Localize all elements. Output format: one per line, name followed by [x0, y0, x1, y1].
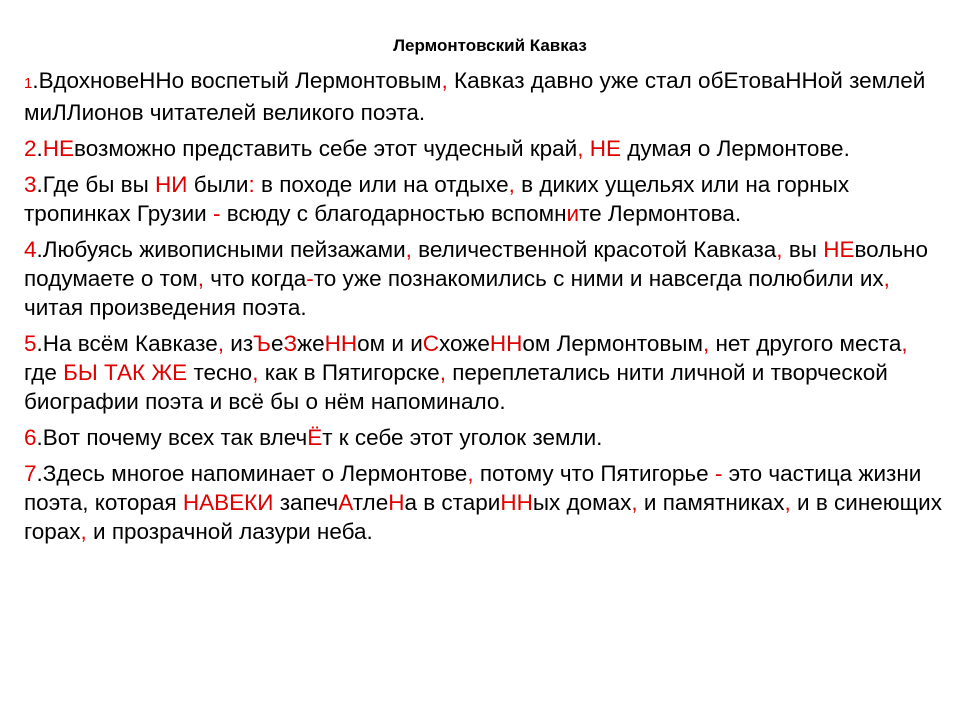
text-segment: из: [224, 331, 254, 356]
text-segment: ом и и: [357, 331, 423, 356]
highlighted-text: Н: [388, 490, 405, 515]
text-segment: возможно представить себе этот чудесный край: [74, 136, 578, 161]
paragraph-6: [24, 423, 946, 452]
highlighted-text: НН: [489, 331, 523, 356]
paragraph-number-dot: .: [36, 237, 43, 262]
text-segment: ых домах: [532, 490, 632, 515]
text-segment: запеч: [273, 490, 339, 515]
highlighted-text: ,: [631, 490, 638, 515]
text-segment: и в синеющих горах: [24, 490, 942, 544]
highlighted-text: З: [283, 331, 298, 356]
highlighted-text: ,: [776, 237, 783, 262]
highlighted-text: ,: [467, 461, 474, 486]
slide-content: [24, 66, 946, 553]
text-segment: Любуясь живописными пейзажами: [42, 237, 406, 262]
text-segment: читая произведения поэта.: [24, 295, 307, 320]
paragraph-number-dot: .: [36, 331, 43, 356]
text-segment: как в Пятигорске: [258, 360, 440, 385]
highlighted-text: ,: [252, 360, 259, 385]
highlighted-text: ,: [439, 360, 446, 385]
highlighted-text: ,: [80, 519, 87, 544]
highlighted-text: НАВЕКИ: [182, 490, 274, 515]
text-segment: величественной красотой Кавказа: [411, 237, 777, 262]
paragraph-5: [24, 329, 946, 416]
text-segment: вольно подумаете о том: [24, 237, 928, 291]
text-segment: в походе или на отдыхе: [254, 172, 509, 197]
text-segment: Здесь многое напоминает о Лермонтове: [42, 461, 468, 486]
text-segment: те Лермонтова.: [579, 201, 742, 226]
paragraph-number-dot: .: [36, 136, 43, 161]
highlighted-text: -: [213, 201, 221, 226]
highlighted-text: ,: [784, 490, 791, 515]
text-segment: это частица жизни поэта, которая: [24, 461, 922, 515]
highlighted-text: ,: [405, 237, 412, 262]
highlighted-text: ,: [197, 266, 204, 291]
highlighted-text: НИ: [155, 172, 188, 197]
highlighted-text: БЫ ТАК ЖЕ: [63, 360, 188, 385]
paragraph-number: 1: [24, 75, 33, 92]
highlighted-text: С: [422, 331, 440, 356]
text-segment: же: [297, 331, 325, 356]
paragraph-number-dot: .: [36, 461, 43, 486]
highlighted-text: НЕ: [823, 237, 855, 262]
highlighted-text: НЕ: [42, 136, 75, 161]
text-segment: где: [24, 360, 64, 385]
text-segment: На всём Кавказе: [42, 331, 218, 356]
text-segment: е: [270, 331, 284, 356]
paragraph-number-dot: .: [32, 68, 39, 93]
paragraph-number: 5: [24, 331, 37, 356]
highlighted-text: ,: [702, 331, 710, 356]
highlighted-text: А: [338, 490, 353, 515]
text-segment: потому что Пятигорье: [473, 461, 715, 486]
text-segment: что когда: [203, 266, 307, 291]
highlighted-text: НН: [500, 490, 533, 515]
text-segment: а в стари: [404, 490, 501, 515]
paragraph-number-dot: .: [36, 425, 43, 450]
paragraph-number: 7: [24, 461, 37, 486]
paragraph-number-dot: .: [36, 172, 43, 197]
highlighted-text: , НЕ: [577, 136, 622, 161]
text-segment: были: [187, 172, 249, 197]
highlighted-text: ,: [217, 331, 224, 356]
text-segment: воспетый Лермонтовым: [184, 68, 442, 93]
paragraph-2: [24, 134, 946, 163]
highlighted-text: -: [714, 461, 723, 486]
text-segment: в диких ущельях или на горных тропинках Грузии: [24, 172, 850, 226]
text-segment: и прозрачной лазури неба.: [86, 519, 373, 544]
highlighted-text: ,: [508, 172, 515, 197]
text-segment: думая о Лермонтове.: [621, 136, 850, 161]
text-segment: Кавказ давно уже стал обЕтоваННой землей миЛЛионов читателей великого поэта.: [24, 68, 926, 125]
highlighted-text: :: [248, 172, 255, 197]
paragraph-4: [24, 235, 946, 322]
text-segment: ом Лермонтовым: [522, 331, 703, 356]
text-segment: ВдохновеНН: [38, 68, 172, 93]
text-segment: и памятниках: [637, 490, 785, 515]
text-segment: переплетались нити личной и творческой биографии поэта и всё бы о нём напоминало.: [24, 360, 888, 414]
paragraph-number: 2: [24, 136, 37, 161]
highlighted-text: ,: [883, 266, 890, 291]
highlighted-text: ,: [901, 331, 908, 356]
paragraph-7: [24, 459, 946, 546]
text-segment: тесно: [187, 360, 253, 385]
slide-title: Лермонтовский Кавказ: [393, 36, 587, 55]
text-segment: о: [171, 68, 185, 93]
text-segment: Вот почему всех так влеч: [42, 425, 308, 450]
text-segment: Где бы вы: [42, 172, 156, 197]
paragraph-number: 3: [24, 172, 37, 197]
paragraph-number: 4: [24, 237, 37, 262]
text-segment: нет другого места: [709, 331, 902, 356]
text-segment: т к себе этот уголок земли.: [322, 425, 603, 450]
highlighted-text: и: [566, 201, 580, 226]
text-segment: тле: [352, 490, 389, 515]
highlighted-text: Ъ: [253, 331, 271, 356]
paragraph-1: [24, 66, 946, 127]
paragraph-3: [24, 170, 946, 228]
text-segment: то уже познакомились с ними и навсегда полюбили их: [313, 266, 884, 291]
highlighted-text: Ё: [307, 425, 323, 450]
highlighted-text: -: [306, 266, 314, 291]
text-segment: всюду с благодарностью вспомн: [220, 201, 567, 226]
paragraph-number: 6: [24, 425, 37, 450]
highlighted-text: ,: [441, 68, 448, 93]
highlighted-text: НН: [324, 331, 358, 356]
text-segment: хоже: [439, 331, 490, 356]
text-segment: вы: [782, 237, 824, 262]
